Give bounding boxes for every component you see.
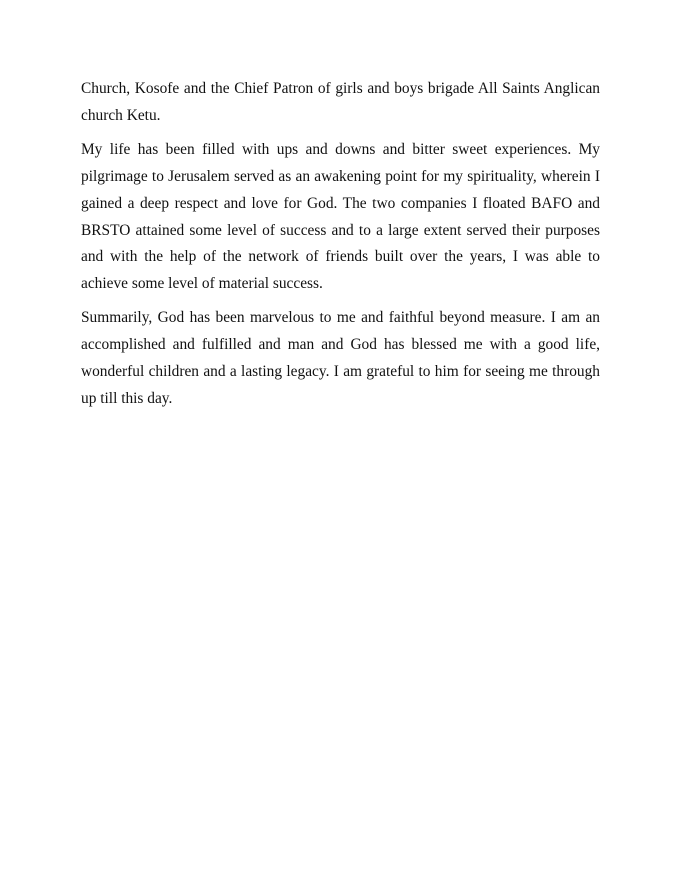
paragraph-1: Church, Kosofe and the Chief Patron of girls and boys brigade All Saints Anglican church Ketu. [81, 80, 600, 124]
paragraph-3: Summarily, God has been marvelous to me and faithful beyond measure. I am an accomplished and fulfilled and man and God has blessed me with a good life, wonderful children and a lasting legacy. I am grateful to him for seeing me through up till this day. [81, 309, 600, 407]
paragraph-2: My life has been filled with ups and downs and bitter sweet experiences. My pilgrimage to Jerusalem served as an awakening point for my spirituality, wherein I gained a deep respect and love for God. The two companies I floated BAFO and BRSTO attained some level of success and to a large extent served their purposes and with the help of the network of friends built over the years, I was able to achieve some level of material success. [81, 140, 600, 293]
body-text [81, 76, 600, 420]
